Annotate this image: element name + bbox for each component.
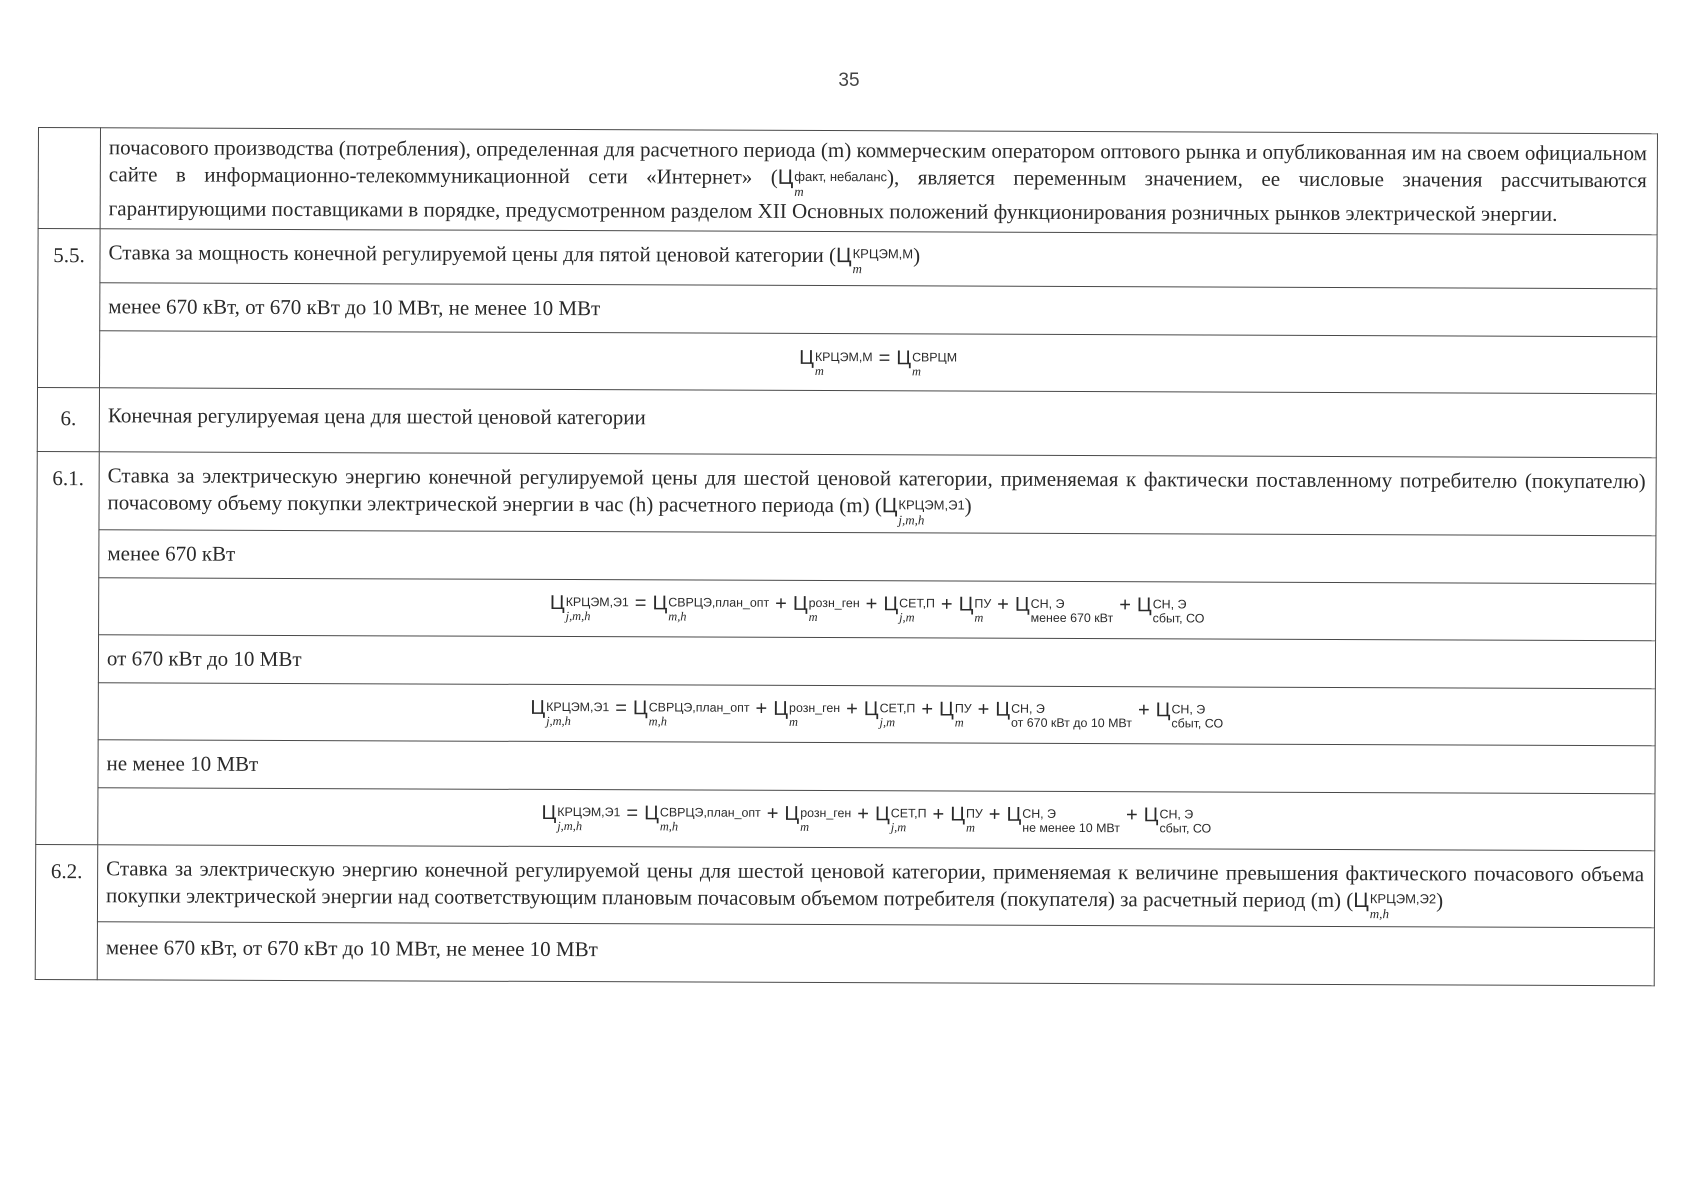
formula-6-1-case-3: [98, 787, 1655, 850]
superscript: СЕТ,П: [879, 701, 916, 716]
superscript: розн_ген: [800, 806, 852, 821]
price-symbol-base: Ц: [632, 697, 648, 720]
formula-term: [784, 803, 852, 835]
power-range-label: не менее 10 МВт: [98, 739, 1655, 793]
superscript: СЕТ,П: [899, 596, 935, 611]
subscript: не менее 10 МВт: [1022, 821, 1120, 836]
formula-term: [874, 803, 927, 835]
symbol-indices: [1031, 598, 1114, 625]
subscript: сбыт, СО: [1159, 821, 1212, 836]
superscript: СН, Э: [1030, 596, 1065, 612]
row-number-6: 6.: [37, 388, 99, 452]
subscript: m,h: [659, 819, 679, 834]
tariff-table: [35, 127, 1658, 986]
price-symbol: [1353, 888, 1437, 922]
row-6-1-title: Ставка за электрическую энергию конечной регулируемой цены для шестой ценовой категории, применяемая к фактически поставленному потребителю (покупателю) почасовому объему покупки электрической энергии в час (h) расчетного периода (m) (Ц КРЦЭМ,Э1 j,m,h ): [99, 452, 1656, 536]
formula-5-5: [99, 331, 1656, 394]
formula-term: [950, 803, 983, 836]
subscript: m,h: [648, 714, 667, 729]
price-symbol-base: Ц: [883, 593, 899, 616]
price-symbol-base: Ц: [530, 697, 546, 720]
plus-sign: +: [775, 593, 787, 616]
power-range-label: менее 670 кВт, от 670 кВт до 10 МВт, не менее 10 МВт: [100, 283, 1657, 337]
equals-sign: =: [615, 697, 627, 720]
symbol-indices: [880, 702, 916, 729]
equals-sign: =: [878, 347, 891, 370]
symbol-indices: [566, 596, 629, 623]
superscript: СВРЦМ: [912, 349, 958, 365]
formula-rhs: [896, 347, 958, 379]
price-symbol-base: Ц: [784, 803, 800, 826]
formula-term: [1006, 804, 1120, 836]
row-6-title: Конечная регулируемая цена для шестой ценовой категории: [99, 388, 1656, 458]
subscript: m: [912, 364, 922, 379]
symbol-indices: [891, 807, 927, 834]
subscript: j,m: [890, 820, 907, 835]
formula-lhs: [530, 697, 610, 729]
superscript: розн_ген: [808, 596, 860, 611]
superscript: КРЦЭМ,Э1: [557, 805, 621, 820]
symbol-indices: [660, 806, 761, 833]
subscript: m: [808, 610, 818, 625]
subscript: m: [814, 363, 824, 378]
formula-6-1-case-1: [99, 577, 1656, 640]
table-row-6-1-case-2-formula: [36, 682, 1655, 745]
formula-term: [652, 592, 770, 624]
price-symbol-base: Ц: [958, 594, 974, 617]
price-symbol-base: Ц: [777, 165, 794, 189]
plus-sign: +: [865, 593, 878, 616]
symbol-indices: [809, 597, 860, 624]
symbol-indices: [853, 247, 914, 275]
superscript: СН, Э: [1011, 701, 1045, 716]
price-symbol-base: Ц: [874, 803, 890, 826]
subscript: m,h: [1369, 906, 1390, 922]
superscript: СН, Э: [1152, 597, 1187, 612]
price-symbol: [836, 243, 914, 277]
symbol-indices: [1159, 808, 1211, 835]
superscript: ПУ: [974, 596, 992, 611]
symbol-indices: [974, 598, 991, 625]
formula-term: [644, 802, 761, 834]
row-6-2-title: Ставка за электрическую энергию конечной регулируемой цены для шестой ценовой категории, применяемая к величине превышения фактического почасового объема покупки электрической энергии над соответствующим плановым почасовым объемом потребителя (покупателя) за расчетный период (m) (Ц КРЦЭМ,Э2 m,h ): [97, 844, 1654, 928]
plus-sign: +: [988, 804, 1001, 827]
symbol-indices: [1022, 808, 1120, 835]
superscript: КРЦЭМ,Э1: [565, 595, 629, 610]
formula-term: [995, 699, 1132, 731]
formula-term: [1155, 699, 1224, 732]
symbol-indices: [1011, 703, 1132, 730]
formula-term: [883, 593, 935, 625]
superscript: СВРЦЭ,план_опт: [648, 700, 750, 715]
formula-term: [863, 698, 916, 730]
subscript: m,h: [668, 609, 687, 624]
symbol-indices: [557, 806, 620, 833]
plus-sign: +: [997, 594, 1009, 617]
symbol-indices: [1370, 892, 1436, 920]
subscript: j,m,h: [557, 819, 583, 834]
formula-lhs: [799, 346, 873, 378]
row-number-6-1: 6.1.: [36, 452, 100, 845]
superscript: СВРЦЭ,план_опт: [668, 595, 770, 610]
subscript: от 670 кВт до 10 МВт: [1011, 716, 1132, 731]
price-symbol-base: Ц: [939, 698, 954, 722]
table-row-6-2-label: [35, 922, 1654, 986]
plus-sign: +: [1125, 804, 1138, 827]
price-symbol-base: Ц: [773, 698, 789, 721]
symbol-indices: [898, 498, 964, 526]
symbol-indices: [800, 807, 851, 834]
plus-sign: +: [846, 698, 858, 721]
plus-sign: +: [932, 803, 945, 826]
subscript: m: [852, 261, 862, 277]
plus-sign: +: [1119, 594, 1131, 617]
formula-term: [1136, 594, 1205, 626]
table-row-5-5-formula: [37, 331, 1656, 394]
subscript: m: [794, 183, 804, 199]
symbol-indices: [899, 597, 935, 624]
formula-6-1-case-2: [98, 682, 1655, 745]
subscript: m: [954, 716, 964, 731]
plus-sign: +: [766, 803, 779, 826]
equals-sign: =: [634, 592, 647, 615]
formula-term: [1143, 804, 1212, 836]
subscript: j,m,h: [546, 714, 571, 729]
power-range-label: менее 670 кВт: [99, 529, 1656, 583]
price-symbol-base: Ц: [541, 802, 557, 825]
superscript: КРЦЭМ,М: [814, 349, 873, 364]
row-number-5-5: 5.5.: [37, 228, 100, 388]
formula-term: [958, 594, 992, 626]
plus-sign: +: [921, 698, 934, 721]
superscript: СН, Э: [1171, 702, 1206, 717]
superscript: СЕТ,П: [890, 806, 927, 821]
superscript: СН, Э: [1022, 806, 1057, 821]
price-symbol-base: Ц: [1136, 594, 1152, 617]
formula-term: [792, 593, 860, 625]
symbol-indices: [1153, 598, 1205, 625]
price-symbol-base: Ц: [792, 593, 808, 616]
subscript: m: [788, 715, 798, 730]
table-row-6-1-case-3-label: [36, 739, 1655, 793]
superscript: факт, небаланс: [794, 168, 888, 184]
superscript: КРЦЭМ,Э2: [1369, 891, 1437, 907]
formula-term: [632, 697, 750, 729]
superscript: ПУ: [965, 806, 983, 821]
price-symbol-base: Ц: [644, 802, 659, 825]
price-symbol-base: Ц: [896, 347, 912, 370]
formula-lhs: [541, 802, 621, 834]
superscript: розн_ген: [789, 700, 841, 716]
row-number-cell: [38, 128, 100, 229]
continuation-text: почасового производства (потребления), определенная для расчетного периода (m) коммерческим оператором оптового рынка и опубликованная им на своем официальном сайте в информационно-телекоммуникационной сети «Интернет» (Ц факт, небаланс m ), является переменным значением, ее числовые значения рассчитываются гарантирующими поставщиками в порядке, предусмотренном разделом XII Основных положений функционирования розничных рынков электрической энергии.: [100, 128, 1657, 235]
symbol-indices: [649, 701, 750, 728]
subscript: m: [965, 821, 975, 836]
symbol-indices: [815, 351, 873, 378]
formula-term: [773, 698, 841, 730]
price-symbol-base: Ц: [1353, 888, 1369, 912]
table-row-6-1-case-1-label: [37, 529, 1656, 583]
price-symbol-base: Ц: [1143, 804, 1159, 827]
price-symbol-base: Ц: [995, 699, 1011, 722]
subscript: j,m,h: [898, 511, 925, 528]
power-range-label: менее 670 кВт, от 670 кВт до 10 МВт, не менее 10 МВт: [97, 922, 1654, 986]
symbol-indices: [912, 351, 957, 378]
table-row-continuation: [38, 128, 1657, 235]
price-symbol-base: Ц: [950, 803, 966, 827]
formula-lhs: [549, 592, 629, 624]
superscript: СН, Э: [1159, 807, 1194, 822]
row-number-6-2: 6.2.: [35, 844, 98, 980]
subscript: j,m: [879, 715, 896, 730]
subscript: сбыт, СО: [1152, 611, 1205, 626]
symbol-indices: [789, 702, 840, 729]
table-row-6-2: [35, 844, 1654, 928]
subscript: j,m,h: [565, 609, 591, 624]
price-symbol-base: Ц: [881, 494, 898, 518]
subscript: m: [800, 820, 810, 835]
table-row-5-5-label: [38, 283, 1657, 337]
table-row-6-1: [37, 452, 1656, 536]
formula-term: [939, 698, 972, 731]
price-symbol-base: Ц: [863, 698, 879, 721]
page-number: 35: [838, 70, 860, 91]
price-symbol-base: Ц: [652, 592, 668, 615]
table-row-6: [37, 388, 1656, 458]
symbol-indices: [966, 808, 983, 835]
symbol-indices: [794, 169, 887, 197]
plus-sign: +: [755, 698, 768, 721]
plus-sign: +: [977, 699, 990, 722]
subscript: сбыт, СО: [1171, 716, 1224, 732]
superscript: СВРЦЭ,план_опт: [659, 805, 761, 820]
price-symbol: [881, 493, 965, 528]
equals-sign: =: [626, 802, 639, 825]
price-symbol-base: Ц: [1006, 804, 1022, 827]
superscript: КРЦЭМ,Э1: [898, 496, 965, 513]
plus-sign: +: [940, 593, 953, 616]
price-symbol-base: Ц: [1155, 699, 1171, 722]
symbol-indices: [1171, 703, 1223, 730]
row-5-5-title: Ставка за мощность конечной регулируемой цены для пятой ценовой категории (Ц КРЦЭМ,М m ): [100, 228, 1657, 289]
plus-sign: +: [857, 803, 870, 826]
formula-term: [1014, 594, 1114, 626]
superscript: КРЦЭМ,М: [852, 246, 914, 262]
table-row-5-5: [38, 228, 1657, 289]
price-symbol-base: Ц: [836, 243, 852, 267]
plus-sign: +: [1137, 699, 1150, 722]
symbol-indices: [955, 703, 972, 730]
price-symbol: [777, 165, 888, 199]
price-symbol-base: Ц: [549, 592, 565, 615]
superscript: КРЦЭМ,Э1: [546, 700, 610, 715]
table-row-6-1-case-1-formula: [37, 577, 1656, 640]
subscript: менее 670 кВт: [1030, 611, 1114, 626]
symbol-indices: [546, 701, 609, 728]
price-symbol-base: Ц: [1014, 594, 1030, 617]
table-row-6-1-case-2-label: [36, 634, 1655, 688]
table-row-6-1-case-3-formula: [36, 787, 1655, 850]
power-range-label: от 670 кВт до 10 МВт: [98, 634, 1655, 688]
symbol-indices: [668, 597, 769, 624]
subscript: m: [974, 611, 984, 626]
superscript: ПУ: [954, 701, 972, 716]
subscript: j,m: [899, 610, 915, 625]
price-symbol-base: Ц: [799, 346, 815, 369]
